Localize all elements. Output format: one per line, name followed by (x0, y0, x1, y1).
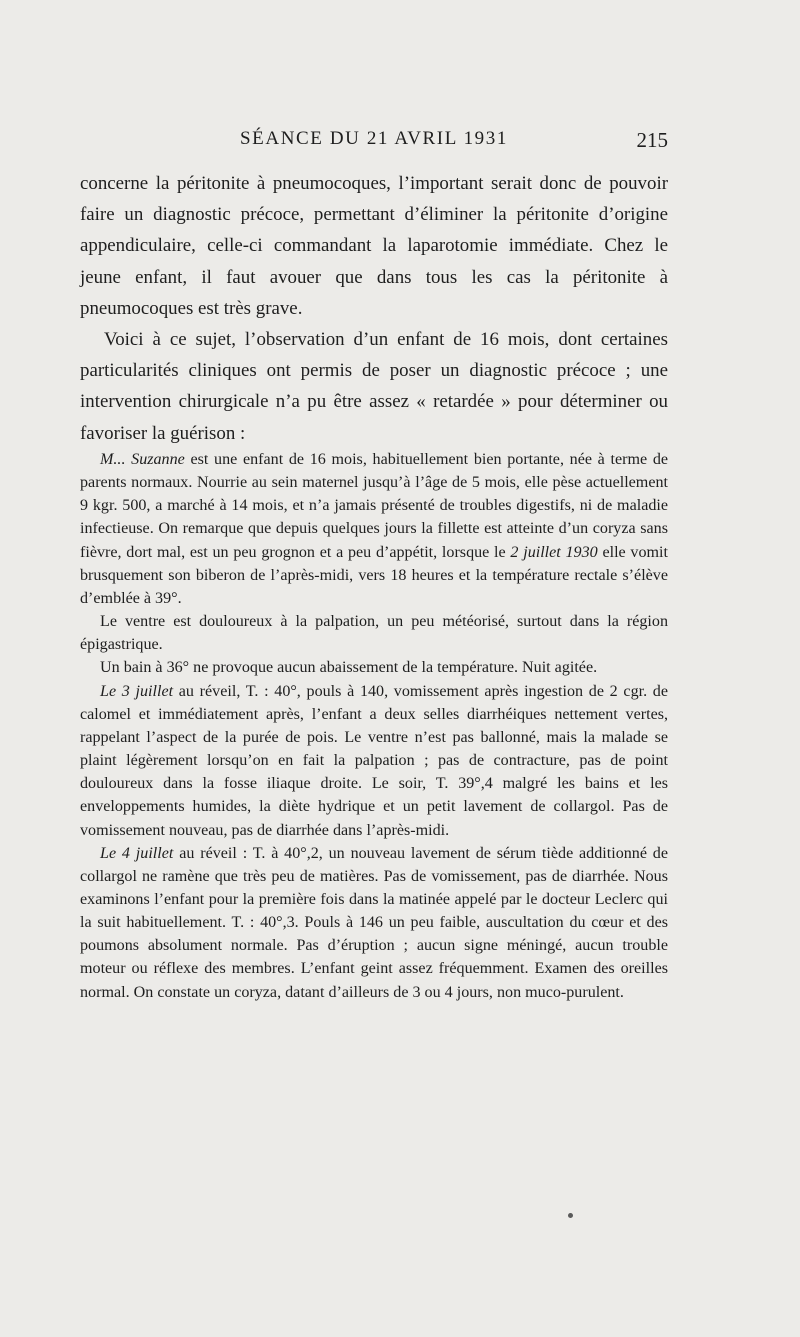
date: Le 3 juillet (100, 682, 174, 700)
case-paragraph (80, 448, 668, 610)
intro-paragraph: Voici à ce sujet, l’observation d’un enfant de 16 mois, dont certaines particularités cliniques ont permis de poser un diagnostic précoce ; une intervention chirurgicale n’a pu être assez « retardée » pour déterminer ou favoriser la guérison : (80, 329, 668, 444)
case-text: au réveil : T. à 40°,2, un nouveau lavement de sérum tiède additionné de collargol ne ramène que très peu de matières. Pas de vomissement, pas de diarrhée. Nous examinons l’enfant pour la première fois dans la matinée appelé par le docteur Leclerc qui la suit habituellement. T. : 40°,3. Pouls à 146 un peu faible, auscultation du cœur et des poumons absolument normale. Pas d’éruption ; aucun signe méningé, aucun trouble moteur ou réflexe des membres. L’enfant geint assez fréquemment. Examen des oreilles normal. On constate un coryza, datant d’ailleurs de 3 ou 4 jours, non muco-purulent. (80, 844, 669, 1001)
running-title: SÉANCE DU 21 AVRIL 1931 (240, 128, 508, 149)
case-report (80, 448, 668, 1004)
case-text: elle vomit brusquement son biberon de l’après-midi, vers 18 heures et la température rectale s’élève d’emblée à 39°. (80, 543, 668, 607)
ink-speck (568, 1213, 573, 1218)
page-number: 215 (636, 128, 668, 152)
intro-paragraph: concerne la péritonite à pneumocoques, l’important serait donc de pouvoir faire un diagnostic précoce, permettant d’éliminer la péritonite d’origine appendiculaire, celle-ci commandant la laparotomie immédiate. Chez le jeune enfant, il faut avouer que dans tous les cas la péritonite à pneumocoques est très grave. (80, 173, 668, 319)
case-paragraph: Un bain à 36° ne provoque aucun abaissement de la température. Nuit agitée. (100, 659, 598, 677)
date: Le 4 juillet (100, 844, 174, 862)
case-paragraph (80, 842, 668, 1004)
intro-text (80, 168, 668, 449)
date: 2 juillet 1930 (510, 543, 598, 561)
running-head (80, 128, 668, 156)
case-paragraph: Le ventre est douloureux à la palpation, un peu météorisé, surtout dans la région épigastrique. (80, 613, 668, 654)
case-paragraph (80, 680, 668, 842)
case-text: est une enfant de 16 mois, habituellement bien portante, née à terme de parents normaux. Nourrie au sein maternel jusqu’à l’âge de 5 mois, elle pèse actuellement 9 kgr. 500, a marché à 14 mois, et n’a jamais présenté de troubles digestifs, ni de maladie infectieuse. On remarque que depuis quelques jours la fillette est atteinte d’un coryza sans fièvre, dort mal, est un peu grognon et a peu d’appétit, lorsque le (80, 451, 669, 561)
case-text: au réveil, T. : 40°, pouls à 140, vomissement après ingestion de 2 cgr. de calomel et immédiatement après, l’enfant a deux selles diarrhéiques nettement vertes, rappelant l’aspect de la purée de pois. Le ventre n’est pas ballonné, mais la malade se plaint légèrement lorsqu’on en fait la palpation ; pas de contracture, pas de point douloureux dans la fosse iliaque droite. Le soir, T. 39°,4 malgré les bains et les enveloppements humides, la diète hydrique et un petit lavement de collargol. Pas de vomissement nouveau, pas de diarrhée dans l’après-midi. (80, 682, 668, 839)
patient-name: M... Suzanne (100, 451, 185, 468)
